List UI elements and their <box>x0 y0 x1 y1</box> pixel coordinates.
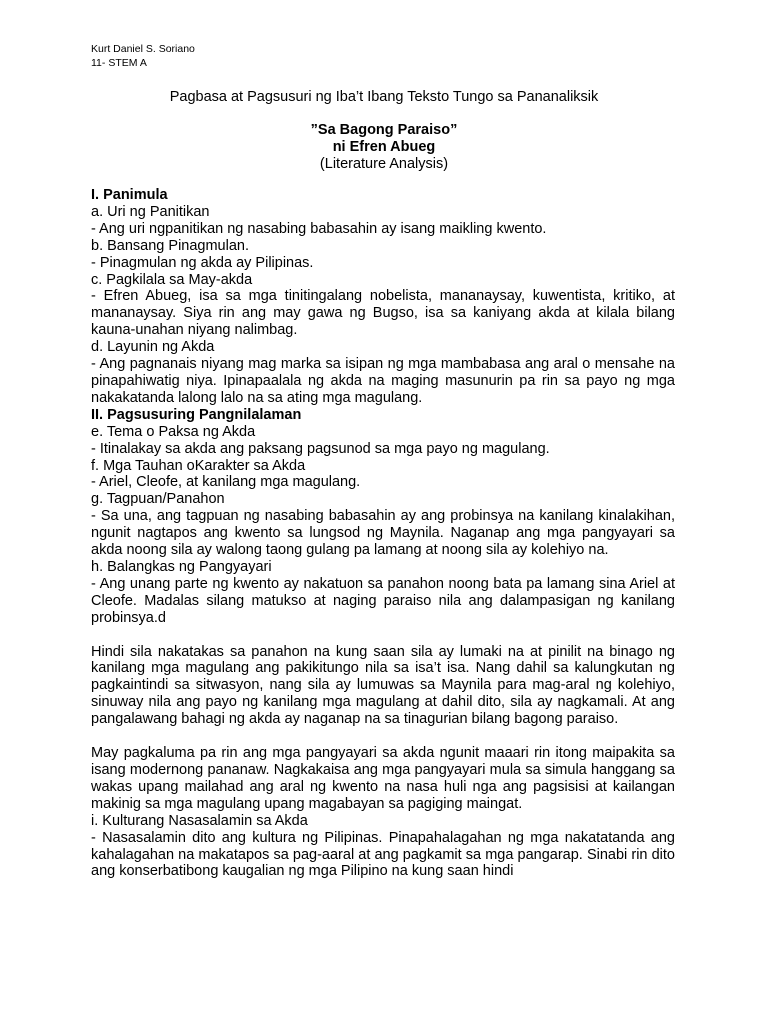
item-text-balangkas: - Ang unang parte ng kwento ay nakatuon sa panahon noong bata pa lamang sina Ariel at Cleofe. Madalas silang matukso at naging paraiso nila ang dalampasigan ng kanilang probinsya.d <box>91 575 675 626</box>
item-label-tauhan: f. Mga Tauhan oKarakter sa Akda <box>91 457 306 474</box>
story-genre: (Literature Analysis) <box>319 156 449 172</box>
story-title: ”Sa Bagong Paraiso” <box>310 122 458 138</box>
item-label-may-akda: c. Pagkilala sa May-akda <box>91 271 253 288</box>
item-label-tagpuan: g. Tagpuan/Panahon <box>91 491 225 508</box>
document-body <box>91 187 675 880</box>
author-section: 11- STEM A <box>91 57 147 69</box>
course-title: Pagbasa at Pagsusuri ng Iba’t Ibang Teksto Tungo sa Pananaliksik <box>169 89 599 105</box>
item-text-tema: - Itinalakay sa akda ang paksang pagsunod sa mga payo ng magulang. <box>91 440 550 457</box>
section-heading-pagsusuri: II. Pagsusuring Pangnilalaman <box>91 406 302 423</box>
item-label-bansa: b. Bansang Pinagmulan. <box>91 237 249 254</box>
item-text-kultura: - Nasasalamin dito ang kultura ng Pilipinas. Pinapahalagahan ng mga nakatatanda ang kahalagahan na makatapos sa pag-aaral at ang pagkamit sa mga pangarap. Sinabi rin dito ang konserbatibong kaugalian ng mga Pilipino na kung saan hindi <box>91 829 675 880</box>
item-label-balangkas: h. Balangkas ng Pangyayari <box>91 558 272 575</box>
item-text-may-akda: - Efren Abueg, isa sa mga tinitingalang nobelista, mananaysay, kuwentista, kritiko, at mananaysay. Siya rin ang may gawa ng Bugso, isa sa kaniyang akda at kilala bilang kauna-unahan niyang nalimbag. <box>91 288 675 339</box>
author-block <box>91 42 195 70</box>
item-text-uri: - Ang uri ngpanitikan ng nasabing babasahin ay isang maikling kwento. <box>91 220 547 237</box>
item-text-tauhan: - Ariel, Cleofe, at kanilang mga magulang. <box>91 474 361 491</box>
paragraph-1: Hindi sila nakatakas sa panahon na kung saan sila ay lumaki na at pinilit na binago ng kanilang mga magulang ang pakikitungo nila sa isa’t isa. Nang dahil sa kalungkutan ng pagkaintindi sa sitwasyon, nang sila ay lumuwas sa Maynila para mag-aral ng kolehiyo, sinuway nila ang payo ng kanilang mga magulang at dahil dito, sila ay nagkamali. At ang pangalawang bahagi ng akda ay naganap na sa tinagurian bilang bagong paraiso. <box>91 643 675 728</box>
story-author: ni Efren Abueg <box>332 139 436 155</box>
item-label-kultura: i. Kulturang Nasasalamin sa Akda <box>91 812 308 829</box>
section-heading-panimula: I. Panimula <box>91 187 168 203</box>
paragraph-2: May pagkaluma pa rin ang mga pangyayari sa akda ngunit maaari rin itong maipakita sa isang modernong pananaw. Nagkakaisa ang mga pangyayari mula sa simula hanggang sa wakas upang mailahad ang aral ng kwento na nasa huli nga ang pagsisisi at kailangan makinig sa mga magulang upang magabayan sa pagiging maingat. <box>91 745 675 812</box>
item-text-layunin: - Ang pagnanais niyang mag marka sa isipan ng mga mambabasa ang aral o mensahe na pinapahiwatig niya. Ipinapaalala ng akda na maging masunurin pa rin sa payo ng mga nakakatanda lalong lalo na sa ating mga magulang. <box>91 356 675 406</box>
item-label-layunin: d. Layunin ng Akda <box>91 339 215 356</box>
item-label-tema: e. Tema o Paksa ng Akda <box>91 423 256 440</box>
item-text-tagpuan: - Sa una, ang tagpuan ng nasabing babasahin ay ang probinsya na kanilang kinalakihan, ngunit nagtapos ang kwento sa lungsod ng Maynila. Naganap ang mga pangyayari sa akda noong sila ay walong taong gulang pa lamang at noong sila ay kolehiyo na. <box>91 508 675 559</box>
item-label-uri: a. Uri ng Panitikan <box>91 203 210 220</box>
author-name: Kurt Daniel S. Soriano <box>91 43 195 55</box>
item-text-bansa: - Pinagmulan ng akda ay Pilipinas. <box>91 254 314 271</box>
